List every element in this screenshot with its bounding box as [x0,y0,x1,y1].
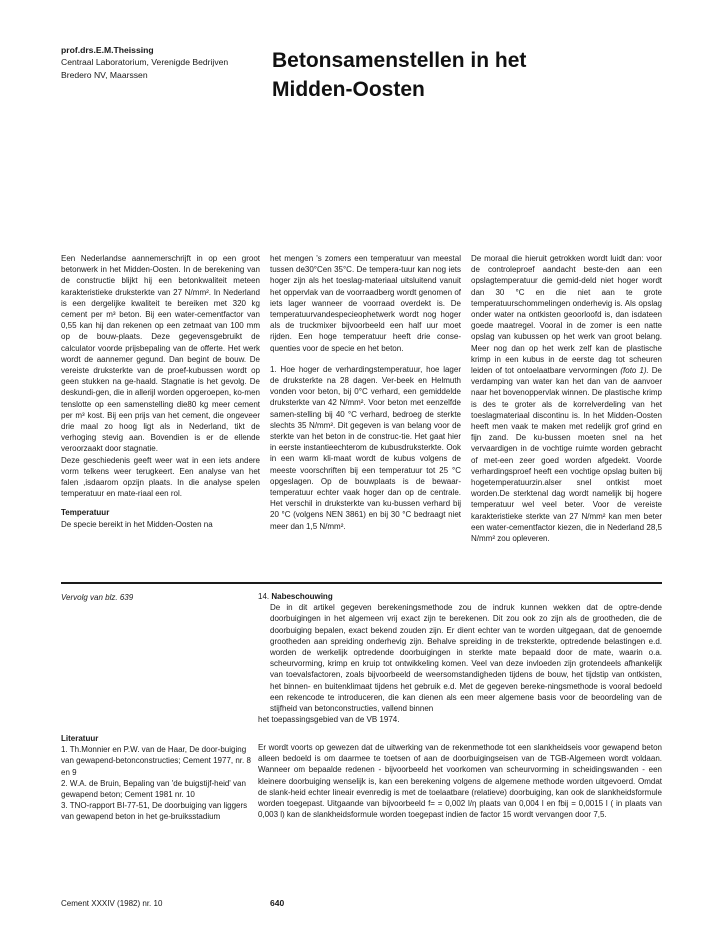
section-title: Nabeschouwing [271,592,333,601]
author-name: prof.drs.E.M.Theissing [61,45,154,55]
literature-heading: Literatuur [61,734,99,743]
section-number: 14. [258,592,270,601]
continued-from-note: Vervolg van blz. 639 [61,593,134,602]
col3-text-b: De verdamping van water kan het dan van de aanvoer naar het bovenoppervlak winnen. De plastische krimp is des te groter als de korrelverdeling van het toeslagmateriaal discontinu is. In het Midden-Oosten heeft men vaak te maken met redelijk grof grind en fijn zand. De ku-bussen moeten snel na het vervaardigen in de vochtige ruimte worden gebracht of met-een zeer goed worden afgedekt. Voorde verhardingsproef heeft een vochtige opslag buiten bij hogetemperatuurzin.alser snel ontkist moet worden.De sterktenal dag wordt namelijk bij hogere temperatuur wel veel beter. Voor de vereiste karakteristieke sterkte van 27 N/mm² kan men beter een water-cementfactor kiezen, die in Nederland 28,5 N/mm² zou opleveren. [471,366,662,544]
title-line-1: Betonsamenstellen in het [272,49,527,72]
literature-ref-2: 2. W.A. de Bruin, Bepaling van 'de buigstijf-heid' van gewapend beton; Cement 1981 nr. 10 [61,778,246,800]
article-title [272,46,652,104]
section-14-tail: het toepassingsgebied van de VB 1974. [258,715,400,725]
section-14 [258,591,662,725]
section-14-body: De in dit artikel gegeven berekeningsmethode zou de indruk kunnen wekken dat de optre-dende doorbuigingen in het algemeen vrij exact zijn te berekenen. Dit zou ook zo zijn als de grootheden, die de doorbuiging bepalen, exact bekend zouden zijn. Er dient echter van te worden uitgegaan, dat de genoemde grootheden aan spreiding onderhevig zijn. Behalve spreiding in de treksterkte, optredende belastingen e.d. worden de werkelijk optredende doorbuigingen in sterkte mate bepaald door de mate, waarin o.a. scheurvorming, krimp en kruip tot ontwikkeling komen. Veel van deze invloeden zijn grotendeels afhankelijk van toevalsfactoren, zoals bijvoorbeeld de weersomstandigheden tijdens de bouw, het tijdstip van ontkisten, het binnen- en buitenklimaat tijdens het gebruik e.d. Met de gegeven bereke-ningsmethode is vooral bedoeld een rekencode te introduceren, die kan dienen als een meer algemene basis voor de beoordeling van de stijfheid van betonconstructies, vallend binnen [270,603,662,714]
journal-footer: Cement XXXIV (1982) nr. 10 [61,899,163,908]
title-line-2: Midden-Oosten [272,78,425,101]
affiliation-line-2: Bredero NV, Maarssen [61,69,148,80]
photo-reference: (foto 1). [620,366,649,376]
literature-ref-1: 1. Th.Monnier en P.W. van de Haar, De door-buiging van gewapend-betonconstructies; Cement 1977, nr. 8 en 9 [61,745,251,777]
col2-paragraph-1: het mengen 's zomers een temperatuur van meestal tussen de30°Cen 35°C. De tempera-tuur kan nog iets hoger zijn als het toeslag-materiaal uitsluitend vanuit het oppervlak van de voorraadberg wordt genomen of iets lager wanneer de voorraad overdekt is. De temperatuurvandespecieophetwerk wordt nog hoger als de truckmixer bijvoorbeeld een half uur moet rijden. Een hoge temperatuur heeft drie conse-quenties voor de specie en het beton. [270,254,461,353]
literature-ref-3: 3. TNO-rapport BI-77-51, De doorbuiging van liggers van gewapend beton in het ge-bruiksstadium [61,801,248,822]
col1-paragraph-1: Een Nederlandse aannemerschrijft in op een groot betonwerk in het Midden-Oosten. In de berekening van de constructie blijkt hij een betonkwaliteit meteen karakteristieke druksterkte van 27 N/mm². In Nederland is een dergelijke kwaliteit te bereiken met 320 kg cement per m³ beton. Bij een water-cementfactor van 0,55 kan hij dan rekenen op een zetmaat van 100 mm op de bouw-plaats. Deze gegevensgebruikt de calculator voorde prijsbepaling van de offerte. Het werk wordt de aannemer gegund. Dan begint de bouw. De vereiste druksterkte van de proef-kubussen wordt op geen stukken na ge-haald. Stagnatie is het gevolg. De deskundi-gen, die in allerijl worden opgeroepen, ko-men tenslotte op een samenstelling die80 kg meer cement per m³ kost. Bij een prijs van het cement, die ongeveer drie maal zo hoog ligt als in Nederland, tikt de verhoging stevig aan. Bovendien is er de ellende veroorzaakt door stagnatie. [61,254,260,454]
literature-block [61,733,260,823]
col3-text-a: De moraal die hieruit getrokken wordt luidt dan: voor de controleproef aandacht beste-den aan een opslagtemperatuur die gemid-deld niet hoger wordt dan 30 °C en die niet aan te grote temperatuurschommelingen onderhevig is. Als opslag onder water na ontkisten geoorloofd is, dan isdateen goede maatregel. Vooral in de zomer is een natte opslag van kubussen op het werk van groot belang. Meer nog dan op het werk zelf kan de plastische krimp in een kubus in de eerste dag tot scheuren leiden of tot ontoelaatbare vervormingen [471,254,662,376]
column-2 [270,253,461,532]
subheading-temperatuur: Temperatuur [61,508,110,518]
section-14-paragraph-2: Er wordt voorts op gewezen dat de uitwerking van de rekenmethode tot een slankheidseis voor gewapend beton alleen bedoeld is om daarmee te toetsen of aan de doorbuigingseisen van de TGB-Algemeen wordt voldaan. Wanneer om bepaalde redenen - bijvoorbeeld het voorkomen van scheurvorming in scheidingswanden - een kleinere doorbuiging wenselijk is, kan een berekening volgens de algemene methode worden uitgevoerd. Omdat de slank-heid echter lineair evenredig is met de toelaatbare (relatieve) doorbuiging, kan ook de slankheidsformule worden toegepast. Uitgaande van bijvoorbeeld f= = 0,002 l/η plaats van 0,004 l en fbij = 0,0015 l ( in plaats van 0,003 l) kan de slankheidsformule worden toegepast indien de factor 15 wordt vervangen door 7,5. [258,743,662,820]
section-14-heading [258,591,662,602]
col3-paragraph-1 [471,253,662,544]
col2-paragraph-2: 1. Hoe hoger de verhardingstemperatuur, hoe lager de druksterkte na 28 dagen. Ver-beek en Helmuth vonden voor beton, bij 0°C verhard, een gemiddelde druksterkte van 42 N/mm². Voor beton met eenzelfde samen-stelling bij 40 °C verhard, bedroeg de sterkte slechts 35 N/mm². Dit gegeven is van belang voor de sterkte van het beton in de construc-tie. Het gaat hier in eerste instantieechterom de kubusdruksterkte. Ook in een warm kli-maat wordt de kubus volgens de meeste voorschriften bij een temperatuur tot 25 °C opgeslagen. Op de bouwplaats is de bewaar-temperatuur echter vaak hoger dan op de centrale. Het verschil in druksterkte van ku-bussen verhard bij 20 °C (volgens NEN 3861) en bij 30 °C bedraagt niet meer dan 1,5 N/mm². [270,364,461,531]
page-number: 640 [270,898,285,908]
col1-paragraph-2: Deze geschiedenis geeft weer wat in een iets andere vorm telkens weer terugkeert. Een analyse van het falen ,isdaarom opzijn plaats. In die analyse spelen temperatuur en mate-riaal een rol. [61,455,260,499]
col1-paragraph-3: De specie bereikt in het Midden-Oosten na [61,519,213,529]
author-block [61,44,261,81]
affiliation-line-1: Centraal Laboratorium, Verenigde Bedrijven [61,57,229,68]
section-divider [61,582,662,584]
column-1 [61,253,260,530]
column-3 [471,253,662,544]
